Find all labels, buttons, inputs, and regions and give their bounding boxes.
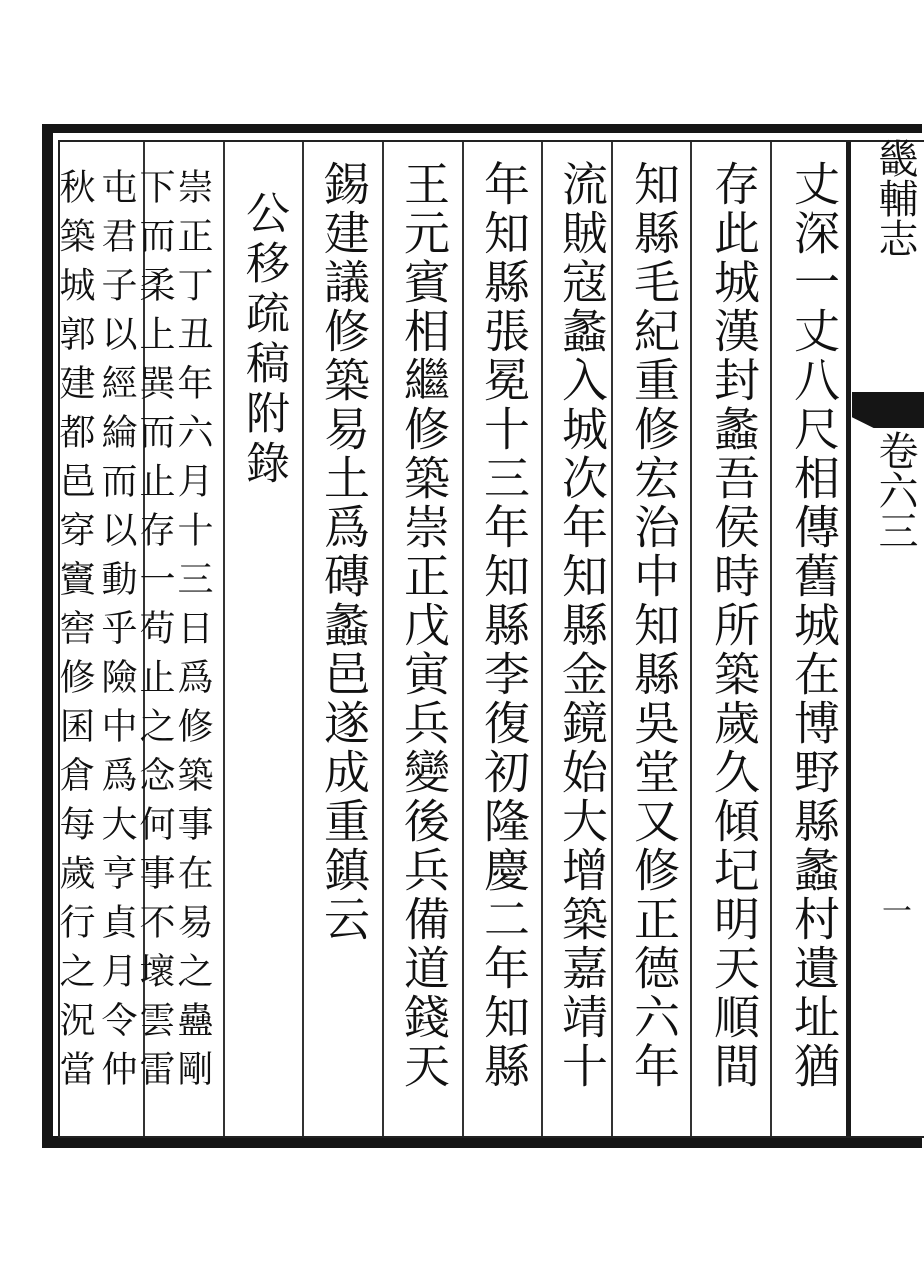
text-column-3: 知縣毛紀重修宏治中知縣吳堂又修正德六年 [627, 160, 681, 1091]
text-column-4: 流賊寇蠡入城次年知縣金鏡始大增築嘉靖十 [555, 160, 609, 1091]
column-rule [690, 142, 692, 1136]
text-column-5: 年知縣張冕十三年知縣李復初隆慶二年知縣 [477, 160, 531, 1091]
section-heading: 公移疏稿附錄 [238, 190, 289, 490]
text-column-11: 屯君子以經綸而以動乎險中爲大亨貞月令仲 [96, 168, 137, 1099]
column-rule [462, 142, 464, 1136]
column-rule [302, 142, 304, 1136]
column-rule [223, 142, 225, 1136]
text-column-2: 存此城漢封蠡吾侯時所築歲久傾圮明天順間 [707, 160, 761, 1091]
text-column-1: 丈深一丈八尺相傳舊城在博野縣蠡村遺址猶 [787, 160, 841, 1091]
margin-book-title: 畿輔志 [872, 138, 918, 258]
column-rule [382, 142, 384, 1136]
margin-volume-number: 卷六三 [872, 430, 918, 550]
text-column-6: 王元賓相繼修築崇正戊寅兵變後兵備道錢天 [397, 160, 451, 1091]
text-column-9: 崇正丁丑年六月十三日爲修築事在易之蠱剛 [172, 168, 213, 1099]
text-column-12: 秋築城郭建都邑穿竇窖修囷倉每歲行之況當 [54, 168, 95, 1099]
column-rule [541, 142, 543, 1136]
margin-page-number: 一 [876, 895, 911, 925]
column-rule [770, 142, 772, 1136]
text-column-10: 下而柔上巽而止存一苟止之念何事不壞雲雷 [134, 168, 175, 1099]
text-column-7: 錫建議修築易土爲磚蠡邑遂成重鎮云 [317, 160, 371, 944]
